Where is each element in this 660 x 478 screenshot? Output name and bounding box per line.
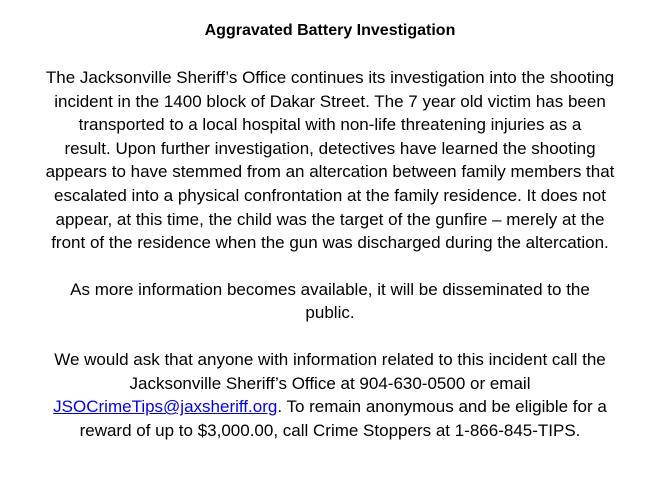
document-title: Aggravated Battery Investigation: [204, 22, 456, 39]
paragraph-contact: [6, 348, 654, 442]
paragraph-line: front of the residence when the gun was discharged during the altercation.: [51, 233, 609, 253]
paragraph-line: Jacksonville Sheriff’s Office at 904-630-0500 or email: [129, 373, 531, 393]
paragraph-line: result. Upon further investigation, detectives have learned the shooting: [64, 138, 596, 158]
paragraph-line: transported to a local hospital with non-life threatening injuries as a: [78, 115, 582, 135]
paragraph-line: As more information becomes available, it will be disseminated to the: [70, 279, 590, 299]
paragraph-more-info: [6, 278, 654, 325]
crime-tips-email-link[interactable]: JSOCrimeTips@jaxsheriff.org: [53, 397, 278, 417]
paragraph-line: escalated into a physical confrontation at the family residence. It does not: [54, 185, 606, 205]
paragraph-line: We would ask that anyone with information related to this incident call the: [54, 349, 606, 369]
paragraph-investigation: [6, 66, 654, 255]
paragraph-line: public.: [305, 303, 355, 323]
paragraph-line: The Jacksonville Sheriff’s Office continues its investigation into the shooting: [45, 68, 615, 87]
paragraph-line: reward of up to $3,000.00, call Crime Stoppers at 1-866-845-TIPS.: [79, 420, 581, 440]
paragraph-text: . To remain anonymous and be eligible for a: [277, 397, 607, 417]
paragraph-line: appear, at this time, the child was the target of the gunfire – merely at the: [55, 209, 605, 229]
paragraph-line: incident in the 1400 block of Dakar Street. The 7 year old victim has been: [54, 91, 606, 111]
paragraph-line-with-email: [6, 395, 654, 419]
paragraph-line: appears to have stemmed from an altercation between family members that: [45, 162, 615, 182]
